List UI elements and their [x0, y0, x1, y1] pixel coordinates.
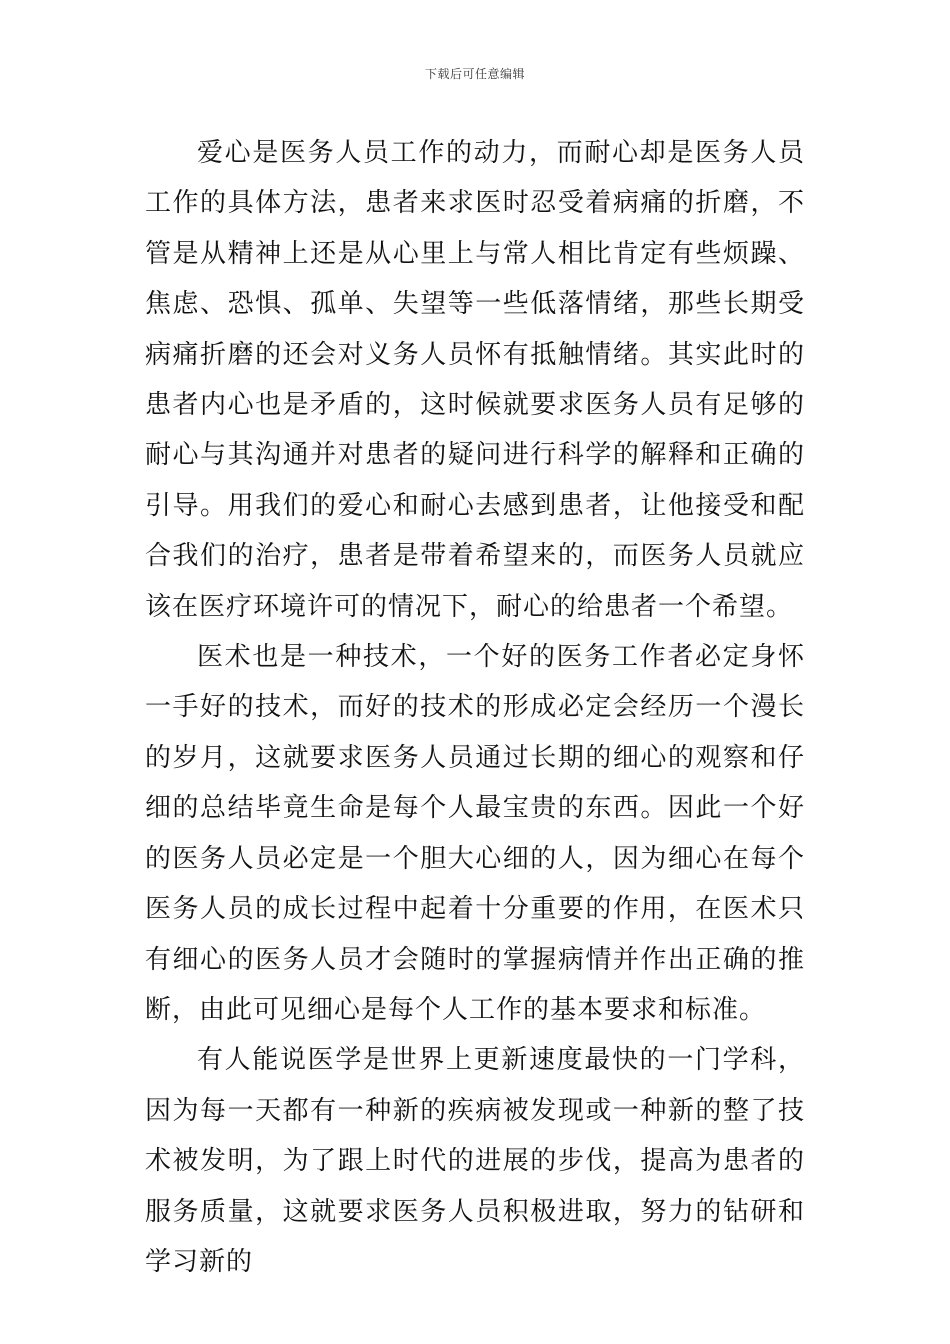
paragraph-continuous-learning: 有人能说医学是世界上更新速度最快的一门学科，因为每一天都有一种新的疾病被发现或一种新的整了技术被发明，为了跟上时代的进展的步伐，提高为患者的服务质量，这就要求医务人员积极进取，努力的钻研和学习新的	[145, 1045, 805, 1277]
page-header: 下载后可任意编辑	[424, 67, 525, 81]
paragraph-medical-skill: 医术也是一种技术，一个好的医务工作者必定身怀一手好的技术，而好的技术的形成必定会经历一个漫长的岁月，这就要求医务人员通过长期的细心的观察和仔细的总结毕竟生命是每个人最宝贵的东西。因此一个好的医务人员必定是一个胆大心细的人，因为细心在每个医务人员的成长过程中起着十分重要的作用，在医术只有细心的医务人员才会随时的掌握病情并作出正确的推断，由此可见细心是每个人工作的基本要求和标准。	[145, 642, 805, 1025]
paragraph-compassion-patience: 爱心是医务人员工作的动力，而耐心却是医务人员工作的具体方法，患者来求医时忍受着病痛的折磨，不管是从精神上还是从心里上与常人相比肯定有些烦躁、焦虑、恐惧、孤单、失望等一些低落情绪，那些长期受病痛折磨的还会对义务人员怀有抵触情绪。其实此时的患者内心也是矛盾的，这时候就要求医务人员有足够的耐心与其沟通并对患者的疑问进行科学的解释和正确的引导。用我们的爱心和耐心去感到患者，让他接受和配合我们的治疗，患者是带着希望来的，而医务人员就应该在医疗环境许可的情况下，耐心的给患者一个希望。	[145, 138, 805, 622]
document-body	[145, 128, 805, 1287]
